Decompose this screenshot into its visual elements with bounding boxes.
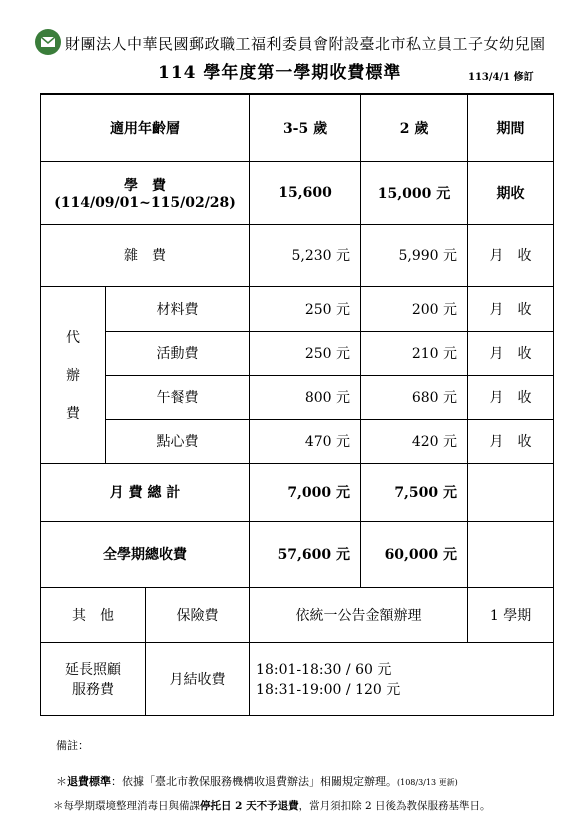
- misc-fee-2: 5,990 元: [361, 224, 468, 286]
- misc-row: [41, 224, 554, 286]
- extended-care-rate-2: 18:31-19:00 / 120 元: [256, 681, 401, 698]
- agency-item-fee-3-5: 800 元: [250, 375, 361, 419]
- note2-prefix: ＊每學期環境整理消毒日與備課: [53, 800, 200, 812]
- extended-care-rate-1: 18:01-18:30 / 60 元: [256, 661, 392, 678]
- note2-bold: 停托日 2 天不予退費: [200, 800, 299, 812]
- note2-text: ，當月須扣除 2 日後為教保服務基準日。: [298, 800, 491, 812]
- other-row: [41, 587, 554, 642]
- tuition-label: 學 費: [124, 177, 167, 194]
- tuition-period: 期收: [468, 161, 554, 224]
- header-age-group: 適用年齡層: [41, 94, 250, 161]
- monthly-total-3-5: 7,000 元: [250, 463, 361, 521]
- agency-char-1: 代: [66, 329, 80, 346]
- semester-total-3-5: 57,600 元: [250, 521, 361, 587]
- agency-item-fee-2: 210 元: [361, 331, 468, 375]
- insurance-value: 依統一公告金額辦理: [250, 587, 468, 642]
- note1-prefix: ＊: [56, 775, 67, 788]
- header-period: 期間: [468, 94, 554, 161]
- organization-name: 財團法人中華民國郵政職工福利委員會附設臺北市私立員工子女幼兒園: [65, 35, 546, 53]
- extended-care-row: [41, 642, 554, 715]
- semester-total-2: 60,000 元: [361, 521, 468, 587]
- fee-table: [40, 93, 554, 716]
- agency-item-fee-3-5: 250 元: [250, 286, 361, 331]
- agency-item-label: 材料費: [106, 286, 250, 331]
- page-header: [0, 28, 578, 60]
- agency-row: [41, 331, 554, 375]
- revision-date: 113/4/1 修訂: [468, 72, 534, 83]
- agency-row: [41, 375, 554, 419]
- insurance-period: 1 學期: [468, 587, 554, 642]
- monthly-total-row: [41, 463, 554, 521]
- tuition-label-cell: [41, 161, 250, 224]
- agency-char-3: 費: [66, 405, 80, 422]
- post-logo-icon: [34, 28, 62, 56]
- agency-item-fee-3-5: 470 元: [250, 419, 361, 463]
- agency-char-2: 辦: [66, 367, 80, 384]
- extended-care-item: 月結收費: [146, 642, 250, 715]
- page-title: 114 學年度第一學期收費標準: [158, 63, 402, 83]
- tuition-fee-2: 15,000 元: [361, 161, 468, 224]
- agency-item-label: 活動費: [106, 331, 250, 375]
- note1-update-date: (108/3/13 更新): [397, 778, 458, 787]
- note1-text: ：依據「臺北市教保服務機構收退費辦法」相關規定辦理。: [111, 775, 397, 788]
- agency-item-period: 月 收: [468, 375, 554, 419]
- monthly-total-period: [468, 463, 554, 521]
- agency-item-label: 午餐費: [106, 375, 250, 419]
- misc-period: 月 收: [468, 224, 554, 286]
- semester-total-period: [468, 521, 554, 587]
- extended-care-label: [41, 642, 146, 715]
- agency-item-period: 月 收: [468, 331, 554, 375]
- notes-heading: 備註：: [56, 739, 89, 752]
- extended-care-label-line2: 服務費: [72, 681, 114, 698]
- agency-item-fee-2: 420 元: [361, 419, 468, 463]
- agency-item-period: 月 收: [468, 419, 554, 463]
- agency-item-fee-2: 680 元: [361, 375, 468, 419]
- tuition-row: [41, 161, 554, 224]
- agency-row: [41, 419, 554, 463]
- tuition-fee-3-5: 15,600: [250, 161, 361, 224]
- monthly-total-label: 月 費 總 計: [41, 463, 250, 521]
- note1-bold: 退費標準: [67, 775, 111, 788]
- semester-total-label: 全學期總收費: [41, 521, 250, 587]
- header-age-3-5: 3-5 歲: [250, 94, 361, 161]
- agency-row: [41, 286, 554, 331]
- other-label: 其 他: [41, 587, 146, 642]
- misc-fee-3-5: 5,230 元: [250, 224, 361, 286]
- table-header-row: [41, 94, 554, 161]
- agency-item-fee-2: 200 元: [361, 286, 468, 331]
- extended-care-label-line1: 延長照顧: [65, 661, 121, 678]
- semester-total-row: [41, 521, 554, 587]
- insurance-label: 保險費: [146, 587, 250, 642]
- extended-care-rates: [250, 642, 554, 715]
- agency-item-label: 點心費: [106, 419, 250, 463]
- monthly-total-2: 7,500 元: [361, 463, 468, 521]
- agency-item-period: 月 收: [468, 286, 554, 331]
- agency-item-fee-3-5: 250 元: [250, 331, 361, 375]
- header-age-2: 2 歲: [361, 94, 468, 161]
- agency-group-label: [41, 286, 106, 463]
- misc-label: 雜 費: [41, 224, 250, 286]
- note-refund-standard: [56, 773, 576, 789]
- notes-section: [53, 737, 576, 813]
- tuition-dates: (114/09/01~115/02/28): [54, 194, 236, 211]
- note-closure-days: [53, 798, 576, 813]
